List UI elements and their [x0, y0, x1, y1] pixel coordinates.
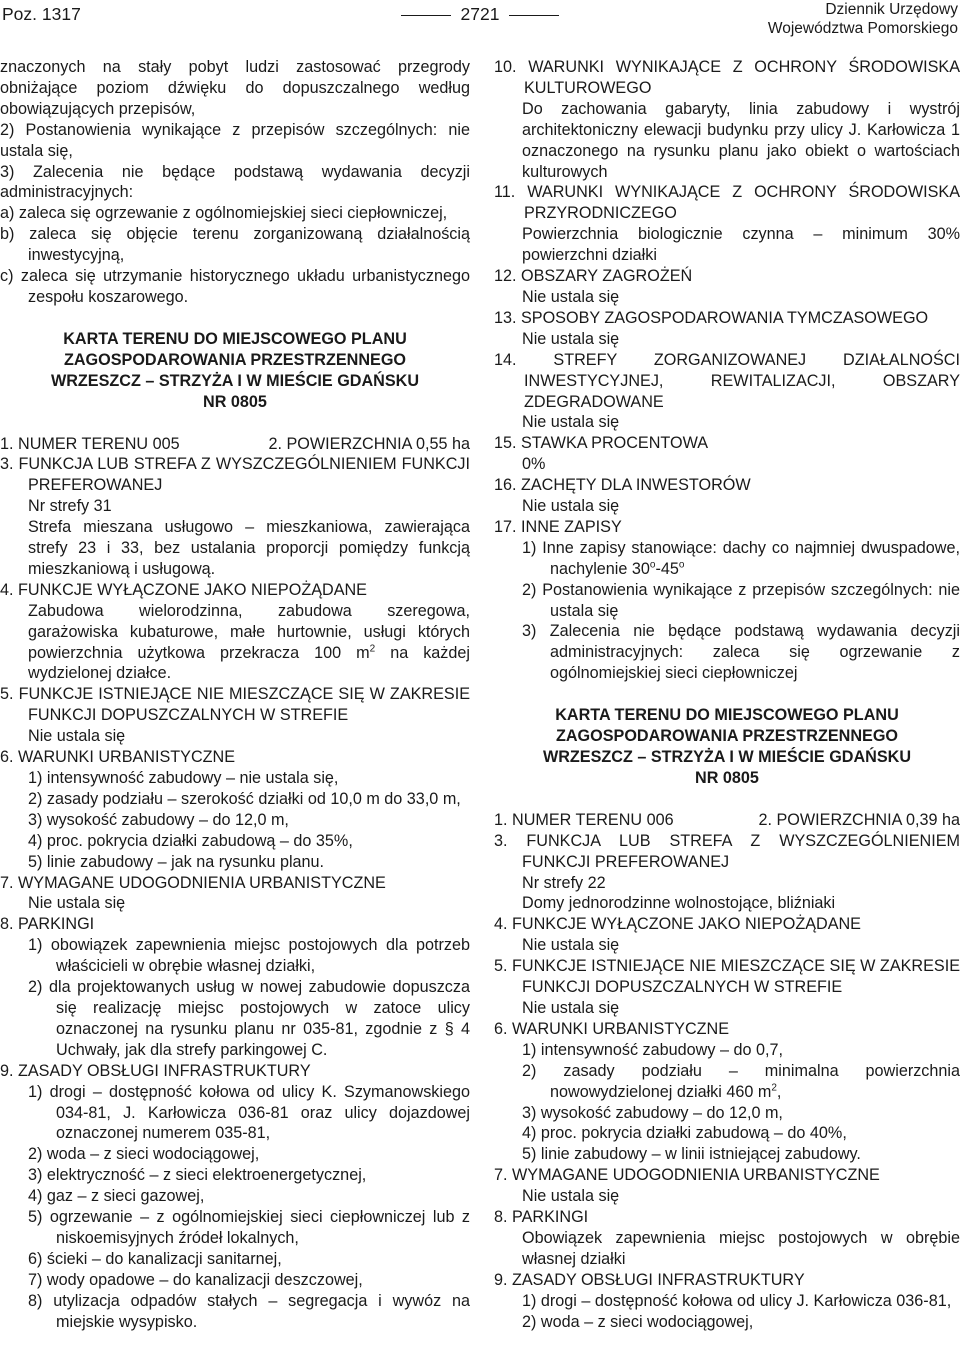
section-15-heading: 15. STAWKA PROCENTOWA [494, 434, 709, 453]
parking-item: 2) dla projektowanych usług w nowej zabudowie dopuszcza się realizację miejsc postojowych w zatoce ulicy oznaczonej na rysunku planu nr 035-81, zgodnie z § 4 Uchwały, jak dla strefy parkingowej C. [28, 978, 470, 1059]
card-title-line1: KARTA TERENU DO MIEJSCOWEGO PLANU [555, 706, 899, 725]
section-5-text: Nie ustala się [522, 998, 620, 1017]
card-title-line2: ZAGOSPODAROWANIA PRZESTRZENNEGO [555, 727, 899, 746]
urban-condition-item: 3) wysokość zabudowy – do 12,0 m, [28, 810, 289, 829]
provision-3: 3) Zalecenia nie będące podstawą wydawania decyzji administracyjnych: [0, 162, 470, 202]
section-4-heading: 4. FUNKCJE WYŁĄCZONE JAKO NIEPOŻĄDANE [0, 580, 367, 599]
position-number: Poz. 1317 [2, 4, 81, 24]
header-rule-right [509, 15, 559, 16]
urban-condition-item: 5) linie zabudowy – w linii istniejącej zabudowy. [522, 1145, 861, 1164]
area-number-row [494, 810, 960, 831]
card-title-line3: WRZESZCZ – STRZYŻA I W MIEŚCIE GDAŃSKU [50, 371, 420, 390]
journal-title-line2: Województwa Pomorskiego [767, 20, 958, 37]
section-9-heading: 9. ZASADY OBSŁUGI INFRASTRUKTURY [494, 1270, 805, 1289]
infrastructure-item: 6) ścieki – do kanalizacji sanitarnej, [28, 1249, 282, 1268]
zone-description: Strefa mieszana usługowo – mieszkaniowa, zawierająca strefy 23 i 33, bez ustalania proporcji pomiędzy funkcją mieszkaniową i usługową. [28, 518, 470, 578]
section-3-heading: 3. FUNKCJA LUB STREFA Z WYSZCZEGÓLNIENIEM FUNKCJI PREFEROWANEJ [494, 831, 960, 871]
section-14-heading: 14. STREFY ZORGANIZOWANEJ DZIAŁALNOŚCI INWESTYCYJNEJ, REWITALIZACJI, OBSZARY ZDEGRADOWANE [494, 350, 960, 411]
section-7-heading: 7. WYMAGANE UDOGODNIENIA URBANISTYCZNE [494, 1166, 880, 1185]
urban-condition-item: 1) intensywność zabudowy – nie ustala się, [28, 769, 339, 787]
provision-2: 2) Postanowienia wynikające z przepisów szczególnych: nie ustala się, [0, 120, 470, 160]
recommendation-c: c) zaleca się utrzymanie historycznego układu urbanistycznego zespołu koszarowego. [0, 267, 470, 306]
card-title [0, 329, 470, 413]
area-number-row [0, 434, 470, 455]
recommendation-b: b) zaleca się objęcie terenu zorganizowaną działalnością inwestycyjną, [0, 225, 470, 265]
section-13-text: Nie ustala się [522, 329, 620, 348]
section-9-heading: 9. ZASADY OBSŁUGI INFRASTRUKTURY [0, 1061, 311, 1080]
section-4-text: Nie ustala się [522, 936, 620, 955]
roof-text: 1) Inne zapisy stanowiące: dachy co najmniej dwuspadowe, nachylenie 30 [522, 538, 960, 578]
division-text: 2) zasady podziału – minimalna powierzchnia nowowydzielonej działki 460 m [522, 1061, 960, 1101]
infrastructure-item: 2) woda – z sieci wodociągowej, [28, 1145, 260, 1164]
area-number: 1. NUMER TERENU 006 [494, 810, 674, 829]
zone-description: Domy jednorodzinne wolnostojące, bliźniaki [522, 894, 836, 913]
section-12-text: Nie ustala się [522, 287, 620, 306]
section-3-heading: 3. FUNKCJA LUB STREFA Z WYSZCZEGÓLNIENIEM FUNKCJI PREFEROWANEJ [0, 455, 470, 495]
section-13-heading: 13. SPOSOBY ZAGOSPODAROWANIA TYMCZASOWEGO [494, 308, 929, 327]
journal-title-line1: Dziennik Urzędowy [825, 1, 958, 18]
excluded-functions-sup: 2 [369, 643, 376, 655]
recommendation-a: a) zaleca się ogrzewanie z ogólnomiejskiej sieci ciepłowniczej, [0, 204, 448, 223]
section-16-text: Nie ustala się [522, 497, 620, 516]
section-8-text: Obowiązek zapewnienia miejsc postojowych w obrębie własnej działki [522, 1228, 960, 1268]
section-16-heading: 16. ZACHĘTY DLA INWESTORÓW [494, 476, 751, 495]
section-11-text: Powierzchnia biologicznie czynna – minimum 30% powierzchni działki [522, 225, 960, 265]
area-number: 1. NUMER TERENU 005 [0, 434, 180, 453]
section-14-text: Nie ustala się [522, 413, 620, 432]
zone-number: Nr strefy 31 [28, 497, 112, 516]
parking-item: 1) obowiązek zapewnienia miejsc postojowych dla potrzeb właścicieli w obrębie własnej działki, [28, 936, 470, 976]
card-title [494, 705, 960, 789]
degree-sup: o [678, 559, 685, 571]
section-12-heading: 12. OBSZARY ZAGROŻEŃ [494, 267, 693, 286]
urban-condition-item: 4) proc. pokrycia działki zabudową – do 40%, [522, 1124, 847, 1143]
excluded-functions [0, 601, 470, 685]
section-4-heading: 4. FUNKCJE WYŁĄCZONE JAKO NIEPOŻĄDANE [494, 915, 861, 934]
infrastructure-item: 2) woda – z sieci wodociągowej, [522, 1312, 754, 1331]
infrastructure-item: 7) wody opadowe – do kanalizacji deszczowej, [28, 1270, 363, 1289]
section-7-text: Nie ustala się [28, 894, 126, 913]
section-7-heading: 7. WYMAGANE UDOGODNIENIA URBANISTYCZNE [0, 873, 386, 892]
section-7-text: Nie ustala się [522, 1187, 620, 1206]
section-6-heading: 6. WARUNKI URBANISTYCZNE [494, 1019, 730, 1038]
urban-condition-item: 4) proc. pokrycia działki zabudową – do 35%, [28, 831, 353, 850]
section-6-heading: 6. WARUNKI URBANISTYCZNE [0, 748, 236, 767]
area-sup: 2 [771, 1082, 777, 1094]
infrastructure-item: 1) drogi – dostępność kołowa od ulicy K. Szymanowskiego 034-81, J. Karłowicza 036-81 oraz ulicy dojazdowej oznaczonej numerem 035-81, [28, 1082, 470, 1143]
roof-text-range: -45 [655, 559, 679, 578]
urban-condition-item: 5) linie zabudowy – jak na rysunku planu. [28, 852, 325, 871]
page-number: 2721 [460, 4, 500, 24]
infrastructure-item: 3) elektryczność – z sieci elektroenergetycznej, [28, 1166, 367, 1185]
urban-condition-item [494, 1061, 960, 1103]
journal-title [768, 0, 958, 38]
card-title-line4: NR 0805 [203, 392, 267, 411]
infrastructure-item: 4) gaz – z sieci gazowej, [28, 1187, 205, 1206]
division-text-end: , [776, 1082, 782, 1101]
section-5-text: Nie ustala się [28, 727, 126, 746]
page-header [0, 0, 960, 44]
section-5-heading: 5. FUNKCJE ISTNIEJĄCE NIE MIESZCZĄCE SIĘ W ZAKRESIE FUNKCJI DOPUSZCZALNYCH W STREFIE [494, 957, 960, 997]
card-title-line4: NR 0805 [695, 768, 759, 787]
area-size: 2. POWIERZCHNIA 0,39 ha [758, 810, 960, 829]
area-size: 2. POWIERZCHNIA 0,55 ha [268, 434, 470, 453]
urban-condition-item: 1) intensywność zabudowy – do 0,7, [522, 1040, 783, 1059]
infrastructure-item: 5) ogrzewanie – z ogólnomiejskiej sieci ciepłowniczej lub z niskoemisyjnych źródeł lokalnych, [28, 1208, 470, 1247]
other-provision-3: 3) Zalecenia nie będące podstawą wydawania decyzji administracyjnych: zaleca się ogrzewanie z ogólnomiejskiej sieci ciepłowniczej [522, 622, 960, 683]
right-column [494, 57, 960, 1332]
other-provision-2: 2) Postanowienia wynikające z przepisów szczególnych: nie ustala się [522, 580, 960, 620]
other-provision-1 [494, 538, 960, 580]
infrastructure-item: 8) utylizacja odpadów stałych – segregacja i wywóz na miejskie wysypisko. [28, 1291, 470, 1331]
zone-number: Nr strefy 22 [522, 873, 606, 892]
section-10-text: Do zachowania gabaryty, linia zabudowy i wystrój architektoniczny elewacji budynku przy ulicy J. Karłowicza 1 oznaczonego na rysunku planu jako obiekt o wartościach kulturowych [522, 99, 960, 181]
urban-condition-item: 2) zasady podziału – szerokość działki od 10,0 m do 33,0 m, [28, 789, 461, 808]
intro-paragraph: znaczonych na stały pobyt ludzi zastosować przegrody obniżające poziom dźwięku do dopuszczalnego według obowiązujących przepisów, [0, 58, 470, 118]
section-15-text: 0% [522, 455, 546, 474]
degree-sup: o [649, 559, 656, 571]
urban-condition-item: 3) wysokość zabudowy – do 12,0 m, [522, 1103, 783, 1122]
section-8-heading: 8. PARKINGI [0, 915, 95, 934]
card-title-line3: WRZESZCZ – STRZYŻA I W MIEŚCIE GDAŃSKU [542, 748, 912, 766]
card-title-line2: ZAGOSPODAROWANIA PRZESTRZENNEGO [63, 350, 407, 369]
header-rule-left [401, 15, 451, 16]
infrastructure-item: 1) drogi – dostępność kołowa od ulicy J. Karłowicza 036-81, [522, 1291, 952, 1310]
left-column [0, 57, 470, 1332]
section-8-heading: 8. PARKINGI [494, 1208, 589, 1227]
card-title-line1: KARTA TERENU DO MIEJSCOWEGO PLANU [63, 329, 407, 348]
excluded-functions-text: Zabudowa wielorodzinna, zabudowa szeregowa, garażowiska kubaturowe, małe hurtownie, usługi których powierzchnia użytkowa przekracza 100 m [28, 601, 470, 662]
section-17-heading: 17. INNE ZAPISY [494, 517, 622, 536]
excluded-functions-text-end: na każdej wydzielonej działce. [28, 643, 470, 683]
section-5-heading: 5. FUNKCJE ISTNIEJĄCE NIE MIESZCZĄCE SIĘ W ZAKRESIE FUNKCJI DOPUSZCZALNYCH W STREFIE [0, 685, 470, 725]
section-10-heading: 10. WARUNKI WYNIKAJĄCE Z OCHRONY ŚRODOWISKA KULTUROWEGO [494, 58, 960, 97]
section-11-heading: 11. WARUNKI WYNIKAJĄCE Z OCHRONY ŚRODOWISKA PRZYRODNICZEGO [494, 183, 960, 223]
